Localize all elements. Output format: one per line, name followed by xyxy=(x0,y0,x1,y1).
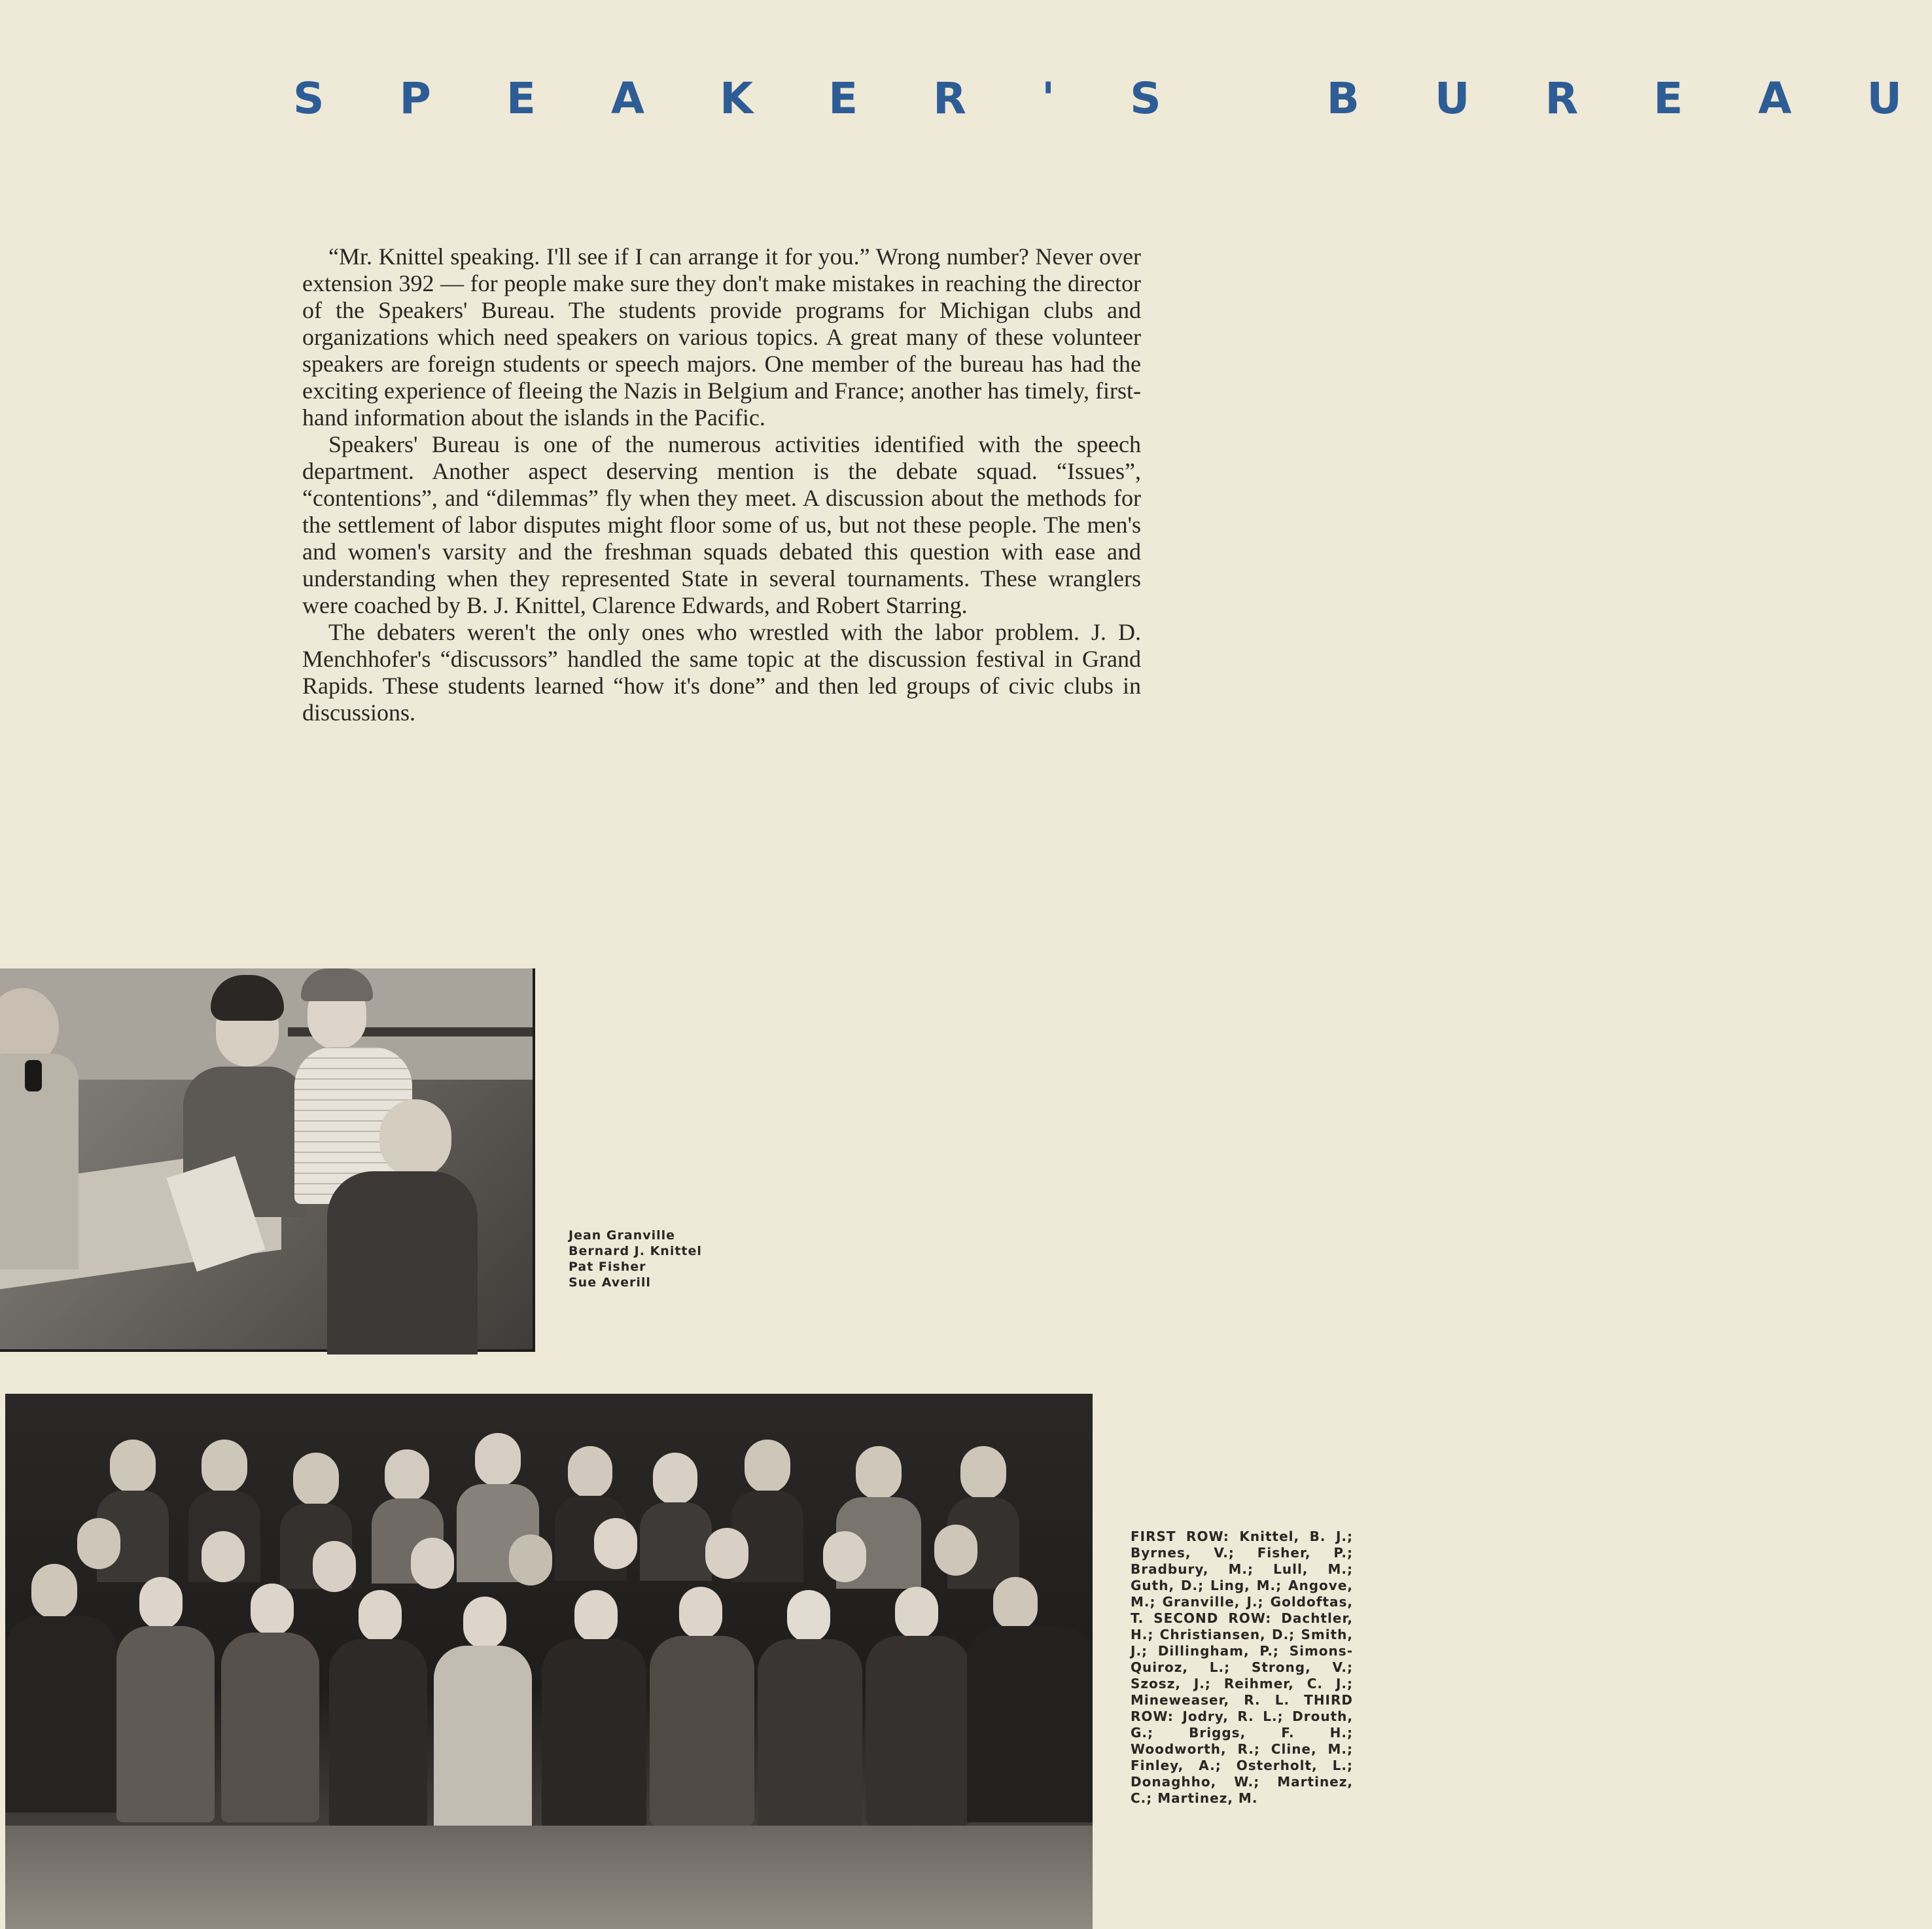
office-photo xyxy=(0,968,535,1352)
caption-name: Bernard J. Knittel xyxy=(569,1244,702,1258)
paragraph-3: The debaters weren't the only ones who wrestled with the labor problem. J. D. Menchhofer's “discussors” handled the same topic at the discussion festival in Grand Rapids. These students learned “how it's done” and then led groups of civic clubs in discussions. xyxy=(302,619,1141,726)
paragraph-1: “Mr. Knittel speaking. I'll see if I can arrange it for you.” Wrong number? Never over extension 392 — for people make sure they don't make mistakes in reaching the director of the Speakers' Bureau. The students provide programs for Michigan clubs and organizations which need speakers on various topics. A great many of these volunteer speakers are foreign students or speech majors. One member of the bureau has had the exciting experience of fleeing the Nazis in Belgium and France; another has timely, first-hand information about the islands in the Pacific. xyxy=(302,243,1141,431)
caption-name: Pat Fisher xyxy=(569,1260,646,1274)
caption-name: Sue Averill xyxy=(569,1275,651,1290)
paragraph-2: Speakers' Bureau is one of the numerous activities identified with the speech department. Another aspect deserving mention is the debate squad. “Issues”, “contentions”, and “dilemmas” fly when they meet. A discussion about the methods for the settlement of labor disputes might floor some of us, but not these people. The men's and women's varsity and the freshman squads debated this question with ease and understanding when they represented State in several tournaments. These wranglers were coached by B. J. Knittel, Clarence Edwards, and Robert Starring. xyxy=(302,431,1141,618)
article-body xyxy=(302,243,1141,726)
office-photo-caption xyxy=(569,1228,702,1290)
group-photo xyxy=(5,1394,1093,1929)
page-title: S P E A K E R ' S B U R E A U xyxy=(293,73,1932,124)
group-photo-caption: FIRST ROW: Knittel, B. J.; Byrnes, V.; Fisher, P.; Bradbury, M.; Lull, M.; Guth, D.; Ling, M.; Angove, M.; Granville, J.; Goldoftas, T. SECOND ROW: Dachtler, H.; Christiansen, D.; Smith, J.; Dillingham, P.; Simons-Quiroz, L.; Strong, V.; Szosz, J.; Reihmer, C. J.; Mineweaser, R. L. THIRD ROW: Jodry, R. L.; Drouth, G.; Briggs, F. H.; Woodworth, R.; Cline, M.; Finley, A.; Osterholt, L.; Donaghho, W.; Martinez, C.; Martinez, M. xyxy=(1131,1529,1353,1806)
caption-name: Jean Granville xyxy=(569,1228,676,1243)
